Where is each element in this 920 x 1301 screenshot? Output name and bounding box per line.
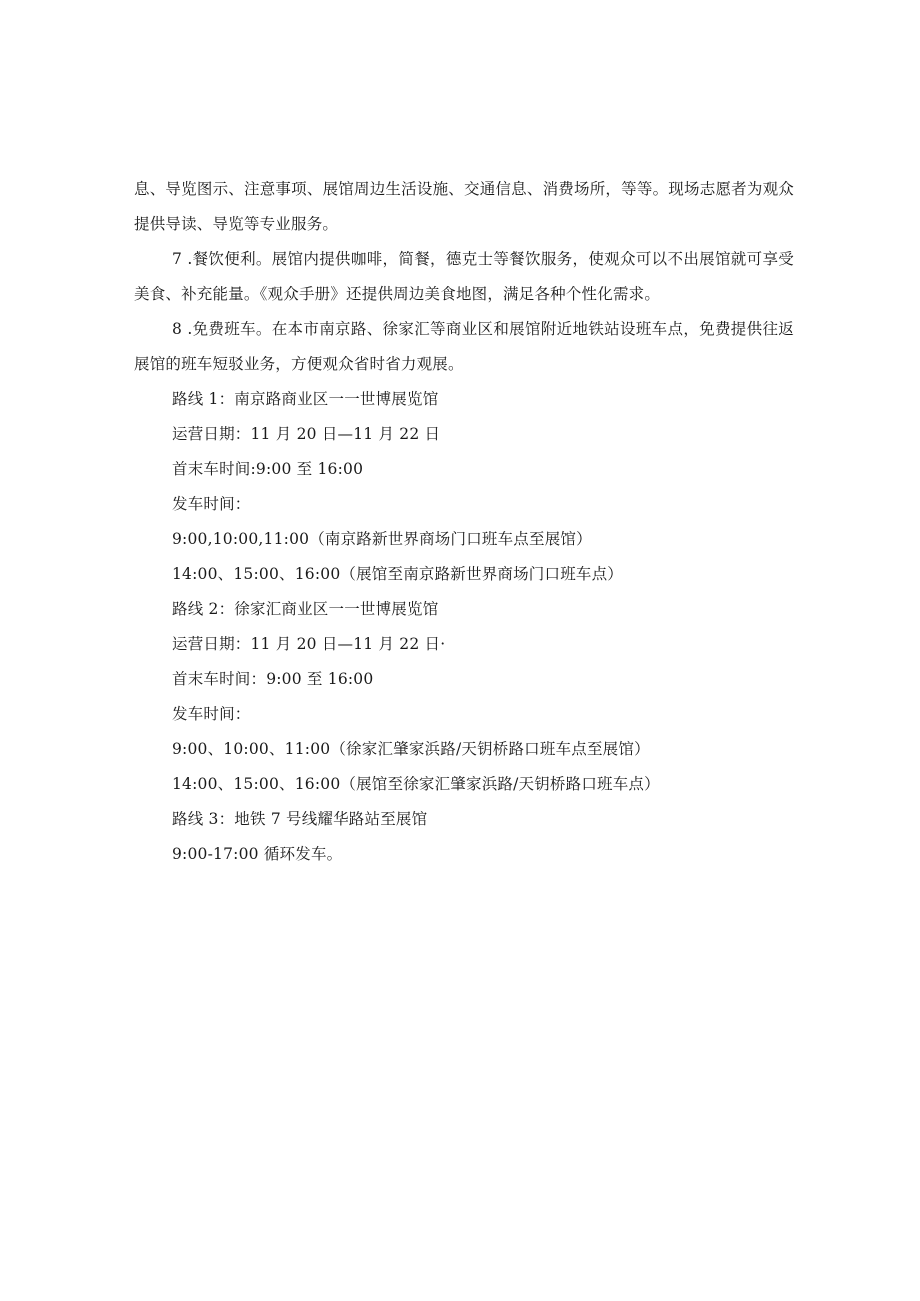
- route2-departure-label: 发车时间：: [172, 705, 251, 723]
- route1-hours: 首末车时间:9:00 至 16:00: [172, 460, 364, 478]
- route1-title: 路线 1：南京路商业区一一世博展览馆: [172, 390, 439, 408]
- document-body: [134, 172, 794, 872]
- paragraph-7-catering: 7 .餐饮便利。展馆内提供咖啡，简餐，德克士等餐饮服务，使观众可以不出展馆就可享受美食、补充能量。《观众手册》还提供周边美食地图，满足各种个性化需求。: [134, 250, 794, 303]
- paragraph-continued: 息、导览图示、注意事项、展馆周边生活设施、交通信息、消费场所，等等。现场志愿者为观众提供导读、导览等专业服务。: [134, 180, 794, 233]
- route2-hours: 首末车时间：9:00 至 16:00: [172, 670, 374, 688]
- route1-morning-times: 9:00,10:00,11:00（南京路新世界商场门口班车点至展馆）: [172, 530, 592, 548]
- route2-afternoon-times: 14:00、15:00、16:00（展馆至徐家汇肇家浜路/天钥桥路口班车点）: [172, 775, 660, 793]
- route1-afternoon-times: 14:00、15:00、16:00（展馆至南京路新世界商场门口班车点）: [172, 565, 624, 583]
- paragraph-8-shuttle: 8 .免费班车。在本市南京路、徐家汇等商业区和展馆附近地铁站设班车点，免费提供往返展馆的班车短驳业务，方便观众省时省力观展。: [134, 320, 794, 373]
- route2-dates: 运营日期：11 月 20 日—11 月 22 日·: [172, 635, 446, 653]
- route2-title: 路线 2：徐家汇商业区一一世博展览馆: [172, 600, 439, 618]
- route1-departure-label: 发车时间：: [172, 495, 251, 513]
- route2-morning-times: 9:00、10:00、11:00（徐家汇肇家浜路/天钥桥路口班车点至展馆）: [172, 740, 650, 758]
- route3-schedule: 9:00-17:00 循环发车。: [172, 845, 343, 863]
- route1-dates: 运营日期：11 月 20 日—11 月 22 日: [172, 425, 441, 443]
- route3-title: 路线 3：地铁 7 号线耀华路站至展馆: [172, 810, 428, 828]
